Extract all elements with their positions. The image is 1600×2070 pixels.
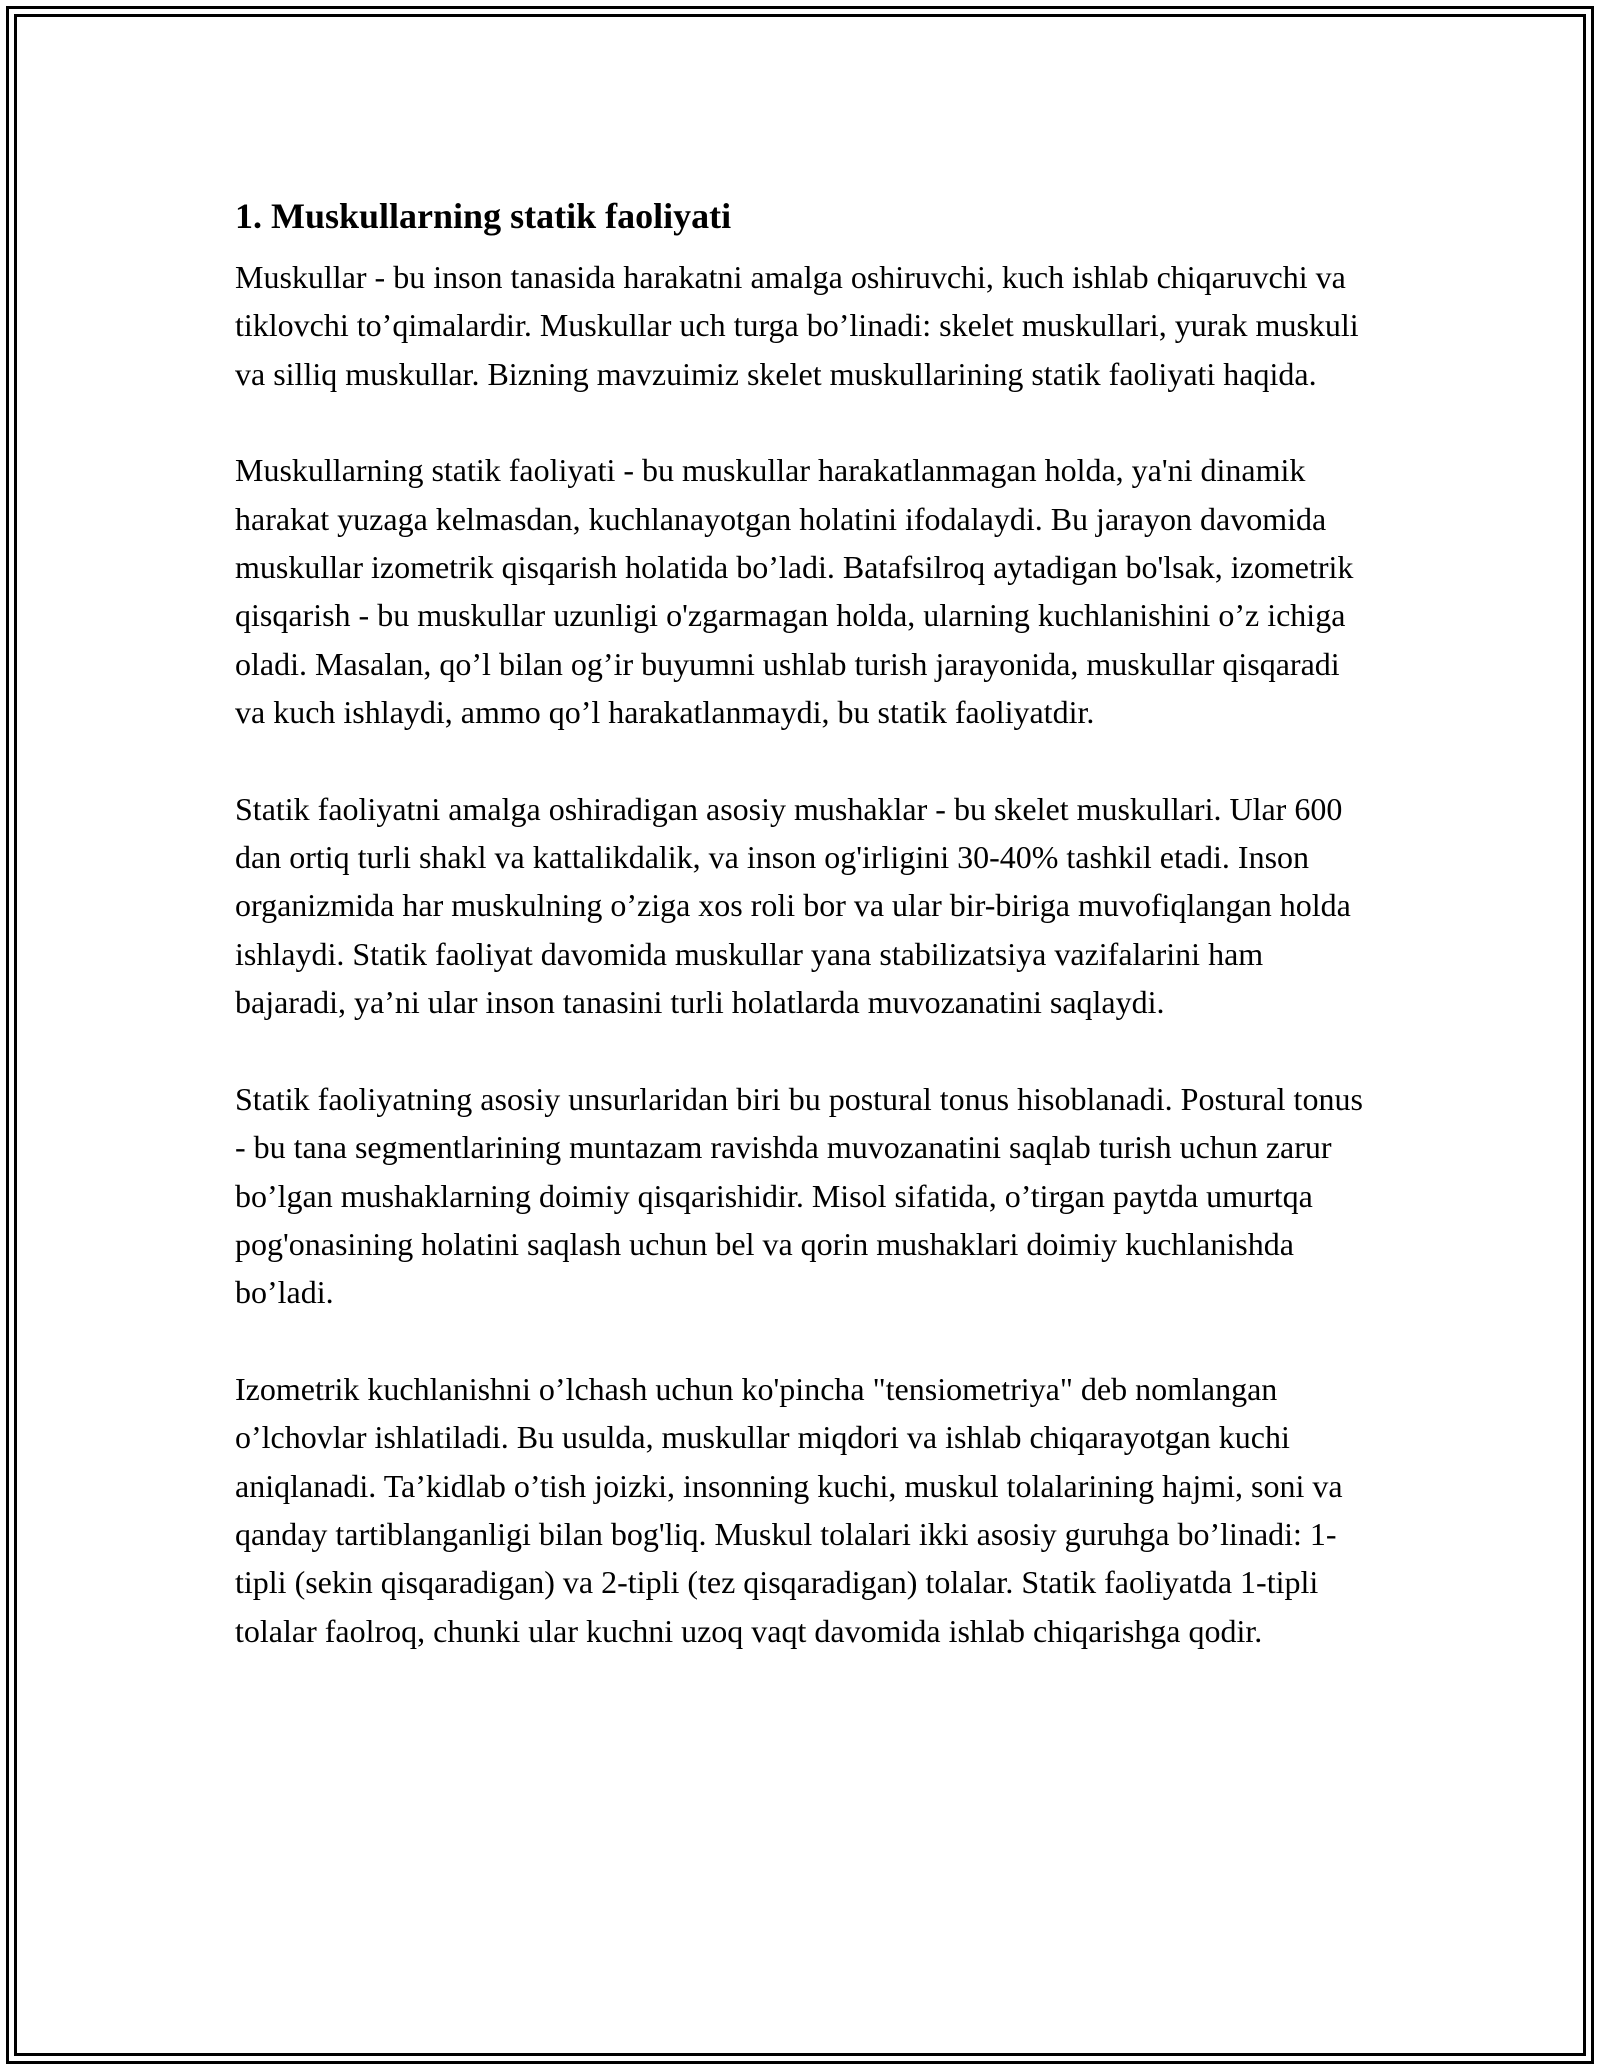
section-heading: 1. Muskullarning statik faoliyati	[235, 196, 732, 236]
paragraph-tensiometry: Izometrik kuchlanishni o’lchash uchun ko'pincha "tensiometriya" deb nomlangan o’lchovlar ishlatiladi. Bu usulda, muskullar miqdori va ishlab chiqarayotgan kuchi aniqlanadi. Ta’kidlab o’tish joizki, insonning kuchi, muskul tolalarining hajmi, soni va qanday tartiblanganligi bilan bog'liq. Muskul tolalari ikki asosiy guruhga bo’linadi: 1-tipli (sekin qisqaradigan) va 2-tipli (tez qisqaradigan) tolalar. Statik faoliyatda 1-tipli tolalar faolroq, chunki ular kuchni uzoq vaqt davomida ishlab chiqarishga qodir.	[235, 1370, 1343, 1649]
paragraph-skeletal-muscles: Statik faoliyatni amalga oshiradigan asosiy mushaklar - bu skelet muskullari. Ular 600 dan ortiq turli shakl va kattalikdalik, va inson og'irligini 30-40% tashkil etadi. Inson organizmida har muskulning o’ziga xos roli bor va ular bir-biriga muvofiqlangan holda ishlaydi. Statik faoliyat davomida muskullar yana stabilizatsiya vazifalarini ham bajaradi, ya’ni ular inson tanasini turli holatlarda muvozanatini saqlaydi.	[235, 790, 1351, 1021]
document-body	[235, 185, 1375, 1655]
paragraph-static-activity: Muskullarning statik faoliyati - bu muskullar harakatlanmagan holda, ya'ni dinamik harakat yuzaga kelmasdan, kuchlanayotgan holatini ifodalaydi. Bu jarayon davomida muskullar izometrik qisqarish holatida bo’ladi. Batafsilroq aytadigan bo'lsak, izometrik qisqarish - bu muskullar uzunligi o'zgarmagan holda, ularning kuchlanishini o’z ichiga oladi. Masalan, qo’l bilan og’ir buyumni ushlab turish jarayonida, muskullar qisqaradi va kuch ishlaydi, ammo qo’l harakatlanmaydi, bu statik faoliyatdir.	[235, 452, 1354, 731]
paragraph-intro: Muskullar - bu inson tanasida harakatni amalga oshiruvchi, kuch ishlab chiqaruvchi va tiklovchi to’qimalardir. Muskullar uch turga bo’linadi: skelet muskullari, yurak muskuli va silliq muskullar. Bizning mavzuimiz skelet muskullarining statik faoliyati haqida.	[235, 259, 1359, 392]
paragraph-postural-tonus: Statik faoliyatning asosiy unsurlaridan biri bu postural tonus hisoblanadi. Postural tonus - bu tana segmentlarining muntazam ravishda muvozanatini saqlab turish uchun zarur bo’lgan mushaklarning doimiy qisqarishidir. Misol sifatida, o’tirgan paytda umurtqa pog'onasining holatini saqlash uchun bel va qorin mushaklari doimiy kuchlanishda bo’ladi.	[235, 1080, 1363, 1311]
